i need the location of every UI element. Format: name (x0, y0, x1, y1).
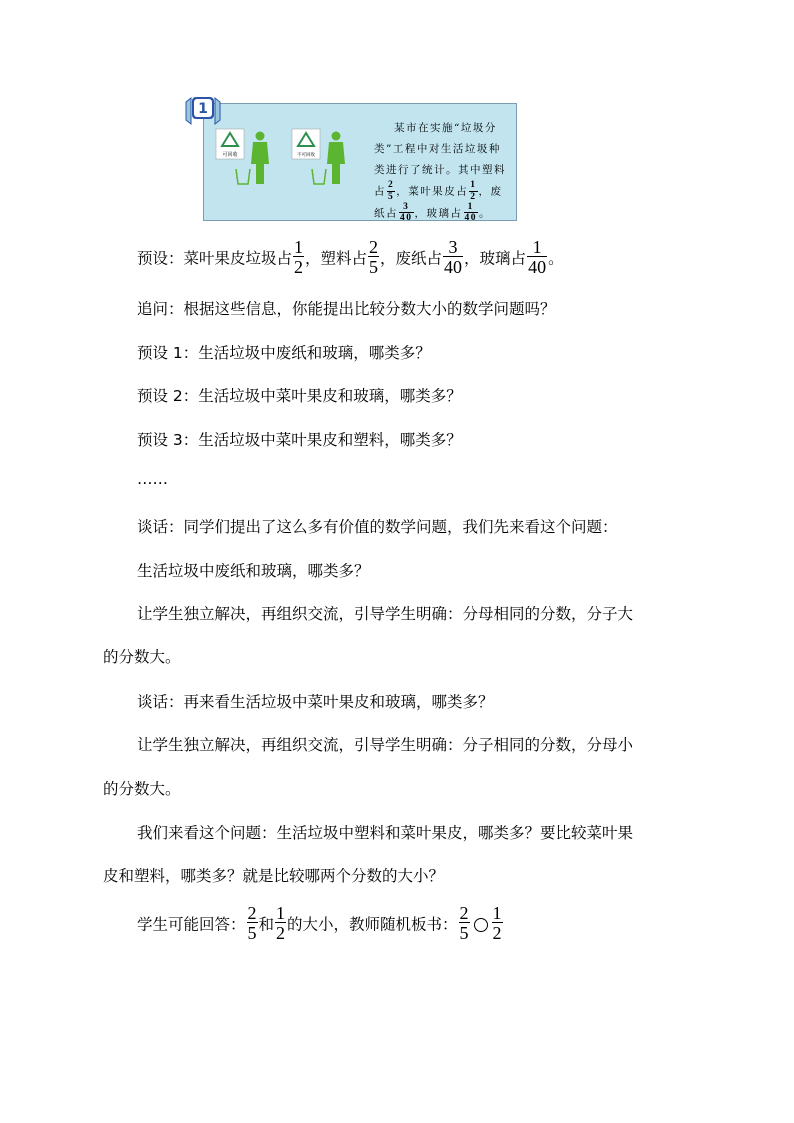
text: ，塑料占 (305, 249, 368, 268)
fraction: $\frac{1}{2}$ (294, 237, 304, 277)
solve-1-line-a: 让学生独立解决，再组织交流，引导学生明确：分母相同的分数，分子大 (137, 605, 634, 623)
ellipsis-line: …… (137, 470, 168, 488)
comparison-circle-icon (474, 918, 488, 932)
illustration-text (374, 118, 510, 224)
fraction: $\frac{2}{5}$ (369, 237, 379, 277)
trash-bin-icon (236, 169, 250, 184)
solve-1-line-b: 的分数大。 (103, 648, 181, 666)
illus-text-line-4a: 占 (374, 185, 386, 198)
zhuiwen-line: 追问：根据这些信息，你能提出比较分数大小的数学问题吗？ (137, 300, 556, 318)
person-icon (251, 132, 269, 185)
badge-number: 1 (198, 101, 208, 117)
recycle-icon (292, 129, 320, 159)
yushe-3-line: 预设 3：生活垃圾中菜叶果皮和塑料，哪类多？ (137, 431, 462, 449)
text: ，玻璃占 (464, 249, 527, 268)
illus-text-line-2: 类”工程中对生活垃圾种 (374, 143, 501, 155)
illus-text-line-4c: ，废 (478, 185, 503, 198)
yushe-1-line: 预设 1：生活垃圾中废纸和玻璃，哪类多？ (137, 344, 431, 362)
text: 。 (548, 249, 564, 268)
illus-text-line-5a: 纸占 (374, 207, 398, 219)
illus-text-line-5c: 。 (479, 207, 491, 219)
trash-bin-icon (312, 169, 326, 184)
fraction: $\frac{1}{40}$ (464, 201, 477, 223)
text: 和 (258, 915, 275, 934)
illus-text-line-1: 某市在实施“垃圾分 (394, 122, 497, 134)
fraction: $\frac{2}{5}$ (459, 903, 469, 943)
wenti-line-a: 我们来看这个问题：生活垃圾中塑料和菜叶果皮，哪类多？要比较菜叶果 (137, 824, 634, 842)
fraction: $\frac{2}{5}$ (388, 180, 395, 202)
recycle-label-1: 可回收 (222, 152, 238, 158)
tanhua-2-line: 谈话：再来看生活垃圾中菜叶果皮和玻璃，哪类多？ (137, 693, 494, 711)
text: 学生可能回答： (137, 915, 246, 934)
solve-2-line-a: 让学生独立解决，再组织交流，引导学生明确：分子相同的分数，分母小 (137, 736, 634, 754)
recycling-people-icon (214, 124, 374, 204)
person-icon (327, 132, 345, 185)
fraction: $\frac{1}{2}$ (470, 180, 477, 202)
text: ，废纸占 (380, 249, 443, 268)
fraction: $\frac{2}{5}$ (247, 903, 257, 943)
yushe-line (137, 237, 564, 278)
text: 预设：菜叶果皮垃圾占 (137, 249, 293, 268)
fraction: $\frac{1}{2}$ (492, 903, 502, 943)
fraction: $\frac{3}{40}$ (444, 237, 463, 277)
number-badge-icon (183, 94, 223, 128)
illustration-panel (203, 103, 517, 221)
fraction: $\frac{1}{40}$ (528, 237, 547, 277)
yushe-2-line: 预设 2：生活垃圾中菜叶果皮和玻璃，哪类多？ (137, 387, 462, 405)
illus-text-line-4b: ，菜叶果皮占 (396, 185, 469, 198)
solve-2-line-b: 的分数大。 (103, 780, 181, 798)
fraction: $\frac{3}{40}$ (400, 201, 413, 223)
recycle-icon (216, 129, 244, 159)
fraction: $\frac{1}{2}$ (276, 903, 286, 943)
illus-text-line-5b: ，玻璃占 (414, 207, 463, 219)
question-line: 生活垃圾中废纸和玻璃，哪类多？ (137, 562, 370, 580)
answer-line (137, 903, 504, 944)
recycle-label-2: 不可回收 (297, 153, 315, 158)
text: 的大小，教师随机板书： (287, 915, 458, 934)
tanhua-1-line: 谈话：同学们提出了这么多有价值的数学问题，我们先来看这个问题： (137, 518, 618, 536)
illus-text-line-3: 类进行了统计。其中塑料 (374, 164, 506, 176)
wenti-line-b: 皮和塑料，哪类多？就是比较哪两个分数的大小？ (103, 867, 445, 885)
